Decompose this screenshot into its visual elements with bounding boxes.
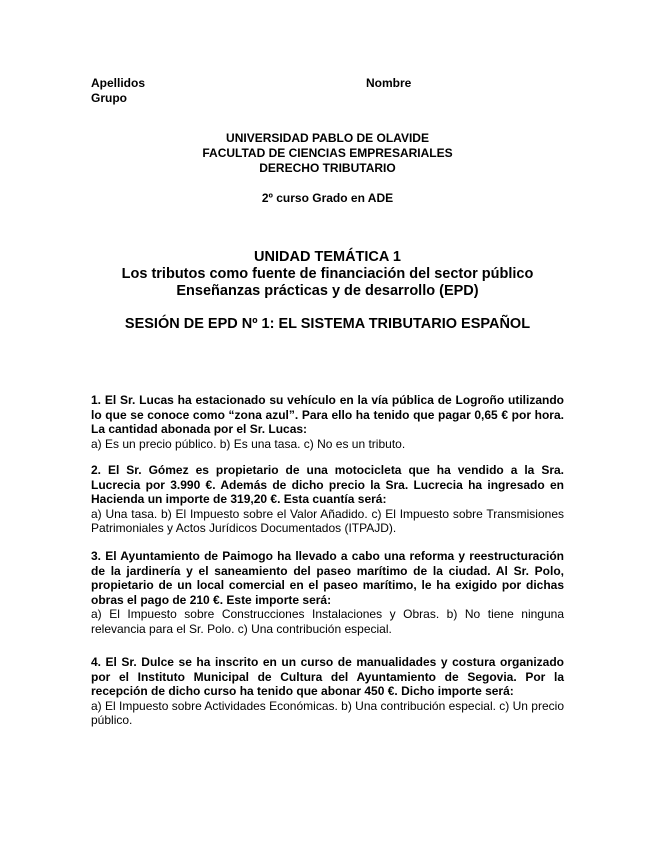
question-4 — [91, 655, 564, 728]
nombre-label: Nombre — [366, 76, 412, 90]
session-title: SESIÓN DE EPD Nº 1: EL SISTEMA TRIBUTARIO ESPAÑOL — [124, 316, 531, 332]
faculty-name: FACULTAD DE CIENCIAS EMPRESARIALES — [202, 146, 453, 160]
question-options: a) El Impuesto sobre Actividades Económicas. b) Una contribución especial. c) Un precio público. — [91, 698, 564, 727]
unit-title: UNIDAD TEMÁTICA 1 — [254, 249, 401, 265]
question-statement: 1. El Sr. Lucas ha estacionado su vehículo en la vía pública de Logroño utilizando lo que se conoce como “zona azul”. Para ello ha tenido que pagar 0,65 € por hora. La cantidad abonada por el Sr. Lucas: — [91, 393, 564, 436]
question-options: a) Una tasa. b) El Impuesto sobre el Valor Añadido. c) El Impuesto sobre Transmisiones Patrimoniales y Actos Jurídicos Documentados (ITPAJD). — [91, 506, 564, 535]
question-1 — [91, 393, 564, 451]
question-statement: 4. El Sr. Dulce se ha inscrito en un curso de manualidades y costura organizado por el Instituto Municipal de Cultura del Ayuntamiento de Segovia. Por la recepción de dicho curso ha tenido que abonar 450 €. Dicho importe será: — [91, 655, 564, 698]
course-line: 2º curso Grado en ADE — [261, 191, 394, 205]
subject-name: DERECHO TRIBUTARIO — [259, 161, 396, 175]
apellidos-label: Apellidos — [91, 76, 146, 90]
university-name: UNIVERSIDAD PABLO DE OLAVIDE — [226, 131, 429, 145]
question-2 — [91, 463, 564, 536]
question-3 — [91, 549, 564, 636]
grupo-label: Grupo — [91, 91, 127, 105]
unit-type: Enseñanzas prácticas y de desarrollo (EPD) — [176, 283, 479, 299]
question-statement: 3. El Ayuntamiento de Paimogo ha llevado a cabo una reforma y reestructuración de la jardinería y el saneamiento del paseo marítimo de la ciudad. Al Sr. Polo, propietario de un local comercial en el paseo marítimo, le ha exigido por dichas obras el pago de 210 €. Este importe será: — [91, 549, 564, 607]
unit-subtitle: Los tributos como fuente de financiación del sector público — [121, 266, 534, 282]
unit-heading — [0, 249, 655, 300]
question-options: a) Es un precio público. b) Es una tasa. c) No es un tributo. — [91, 436, 406, 451]
question-statement: 2. El Sr. Gómez es propietario de una motocicleta que ha vendido a la Sra. Lucrecia por 3.990 €. Además de dicho precio la Sra. Lucrecia ha ingresado en Hacienda un importe de 319,20 €. Esta cuantía será: — [91, 463, 564, 506]
question-options: a) El Impuesto sobre Construcciones Instalaciones y Obras. b) No tiene ninguna relevancia para el Sr. Polo. c) Una contribución especial. — [91, 607, 564, 636]
institution-block — [0, 131, 655, 176]
